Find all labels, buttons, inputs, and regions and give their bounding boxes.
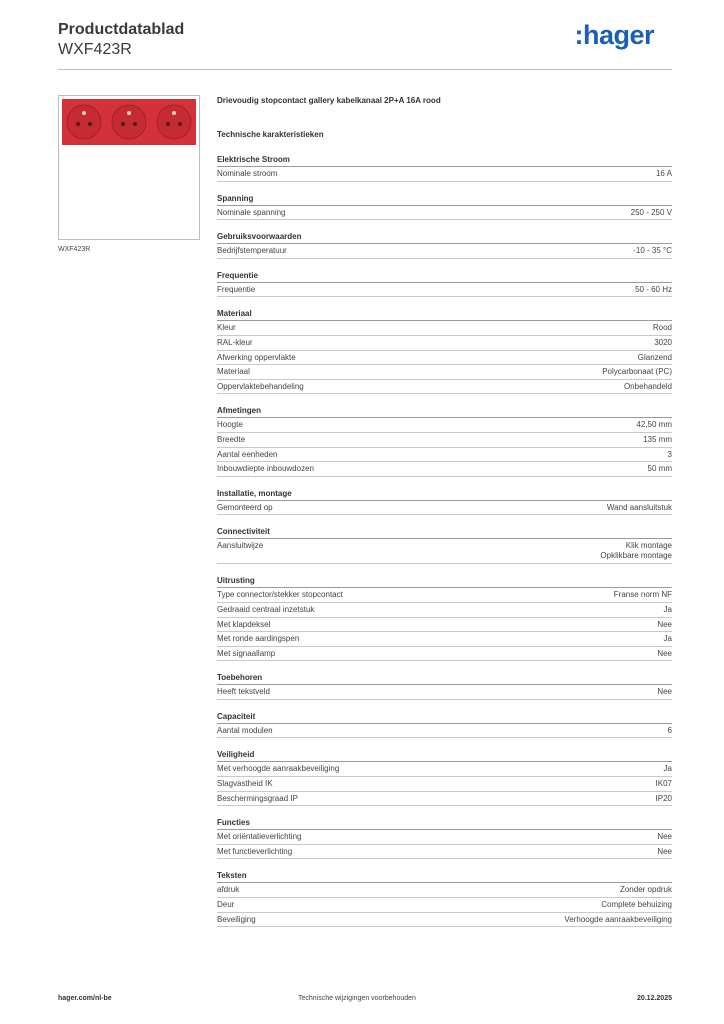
section-title: Gebruiksvoorwaarden [217,231,672,244]
spec-value: Klik montage Opklikbare montage [600,541,672,561]
spec-row [217,632,672,647]
spec-section [217,672,672,700]
section-title: Toebehoren [217,672,672,685]
spec-value: 50 mm [647,464,672,474]
section-title: Teksten [217,870,672,883]
section-title: Materiaal [217,308,672,321]
image-caption: WXF423R [58,246,91,253]
spec-section [217,308,672,394]
spec-label: Gedraaid centraal inzetstuk [217,604,315,614]
spec-label: Hoogte [217,420,243,430]
spec-value: 3 [667,449,672,459]
hager-logo: :hager [574,20,654,50]
spec-label: Met oriëntatieverlichting [217,832,302,842]
spec-label: Aantal modulen [217,725,273,735]
spec-value: Wand aansluitstuk [606,502,672,512]
page-title: Productdatablad [58,21,185,38]
spec-value: Nee [657,846,672,856]
spec-label: Oppervlaktebehandeling [217,381,304,391]
spec-row [217,336,672,351]
spec-label: Deur [217,900,235,910]
spec-value: 250 - 250 V [630,207,672,217]
spec-row [217,898,672,913]
footer-date: 20.12.2025 [636,995,672,1002]
spec-section [217,711,672,739]
socket-strip-image [62,99,196,145]
spec-section [217,526,672,564]
spec-row [217,433,672,448]
spec-row [217,244,672,259]
spec-value: Nee [657,687,672,697]
spec-value: 135 mm [643,434,672,444]
spec-sections [217,154,672,927]
spec-label: Bedrijfstemperatuur [217,246,287,256]
spec-label: Beschermingsgraad IP [217,793,298,803]
spec-label: afdruk [217,885,240,895]
spec-row [217,777,672,792]
spec-label: Frequentie [217,284,256,294]
spec-row [217,685,672,700]
section-title: Installatie, montage [217,488,672,501]
page-footer [58,995,672,1007]
spec-label: Met klapdeksel [217,619,271,629]
spec-label: Nominale spanning [217,207,286,217]
section-title: Functies [217,817,672,830]
spec-row [217,913,672,928]
spec-section [217,231,672,259]
spec-row [217,830,672,845]
spec-row [217,539,672,564]
socket-outlet-icon [67,105,101,139]
spec-row [217,462,672,477]
spec-label: Aansluitwijze [217,541,264,551]
section-title: Uitrusting [217,575,672,588]
spec-value: Glanzend [637,352,672,362]
spec-label: RAL-kleur [217,337,253,347]
spec-section [217,405,672,476]
spec-value: IP20 [655,793,672,803]
spec-value: 50 - 60 Hz [635,284,672,294]
spec-row [217,845,672,860]
spec-row [217,724,672,739]
spec-label: Met ronde aardingspen [217,634,300,644]
spec-value: Franse norm NF [613,590,672,600]
section-title: Afmetingen [217,405,672,418]
footer-disclaimer: Technische wijzigingen voorbehouden [298,995,416,1002]
spec-label: Met verhoogde aanraakbeveiliging [217,764,340,774]
section-title: Frequentie [217,270,672,283]
spec-label: Beveiliging [217,914,256,924]
section-title: Elektrische Stroom [217,154,672,167]
spec-row [217,380,672,395]
spec-row [217,603,672,618]
spec-row [217,351,672,366]
spec-row [217,618,672,633]
spec-value: Nee [657,619,672,629]
spec-value: 6 [667,725,672,735]
spec-label: Materiaal [217,367,250,377]
spec-value: 16 A [655,169,672,178]
spec-row [217,883,672,898]
spec-value: Ja [663,634,672,644]
spec-label: Heeft tekstveld [217,687,270,697]
spec-row [217,321,672,336]
spec-value: Polycarbonaat (PC) [602,367,672,377]
spec-value: Ja [663,604,672,614]
section-title: Spanning [217,193,672,206]
section-title: Capaciteit [217,711,672,724]
spec-value: Rood [652,323,672,333]
spec-row [217,762,672,777]
spec-label: Met functieverlichting [217,846,293,856]
spec-value: IK07 [655,779,672,789]
spec-value: -10 - 35 °C [633,246,672,256]
spec-row [217,501,672,516]
spec-section [217,817,672,859]
spec-row [217,647,672,662]
spec-row [217,792,672,807]
product-image [58,95,200,240]
spec-section [217,154,672,182]
spec-row [217,448,672,463]
socket-outlet-icon [157,105,191,139]
spec-section [217,749,672,806]
spec-value: Zonder opdruk [619,885,672,895]
spec-row [217,588,672,603]
spec-row [217,418,672,433]
spec-label: Nominale stroom [217,169,278,178]
spec-label: Breedte [217,434,246,444]
spec-section [217,270,672,298]
spec-label: Kleur [217,323,236,333]
spec-row [217,283,672,298]
section-title: Veiligheid [217,749,672,762]
footer-website: hager.com/nl-be [58,995,112,1002]
product-name: Drievoudig stopcontact gallery kabelkanaal 2P+A 16A rood [217,96,441,105]
spec-value: Onbehandeld [623,381,672,391]
spec-value: Verhoogde aanraakbeveiliging [564,914,672,924]
spec-value: Nee [657,648,672,658]
spec-label: Met signaallamp [217,648,276,658]
spec-label: Aantal eenheden [217,449,278,459]
spec-value: 42,50 mm [636,420,672,430]
spec-value: Nee [657,832,672,842]
spec-section [217,488,672,516]
spec-row [217,365,672,380]
page-header [58,20,672,70]
spec-value: 3020 [654,337,672,347]
spec-value: Complete behuizing [601,900,672,910]
spec-label: Inbouwdiepte inbouwdozen [217,464,314,474]
socket-outlet-icon [112,105,146,139]
technical-heading: Technische karakteristieken [217,130,324,139]
spec-label: Gemonteerd op [217,502,273,512]
spec-section [217,575,672,661]
spec-section [217,193,672,221]
product-code: WXF423R [58,41,132,58]
spec-label: Type connector/stekker stopcontact [217,590,343,600]
spec-row [217,206,672,221]
section-title: Connectiviteit [217,526,672,539]
spec-section [217,870,672,927]
spec-label: Afwerking oppervlakte [217,352,296,362]
spec-value: Ja [663,764,672,774]
spec-label: Slagvastheid IK [217,779,273,789]
spec-row [217,167,672,182]
spec-content [217,95,672,927]
